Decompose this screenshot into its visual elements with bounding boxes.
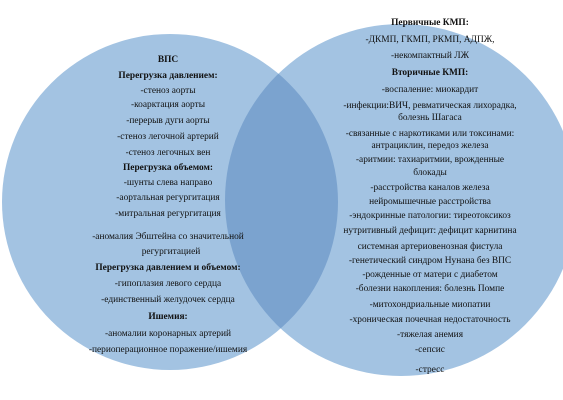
right-item: -связанные с наркотиками или токсинами: — [345, 129, 515, 139]
right-item: -хроническая почечная недостаточность — [349, 315, 511, 325]
left-item: Перегрузка давлением и объемом: — [95, 263, 241, 273]
right-title: Первичные КМП: — [391, 18, 469, 28]
right-item: -расстройства каналов железа — [370, 183, 490, 193]
right-item: антрациклин, передоз железа — [371, 141, 489, 151]
left-item: Перегрузка объемом: — [123, 163, 213, 173]
left-item: -стеноз легочной артерий — [117, 132, 219, 142]
right-item: -рожденные от матери с диабетом — [362, 270, 498, 280]
right-item: -воспаление: миокардит — [381, 85, 479, 95]
left-item: Ишемия: — [148, 312, 188, 322]
right-item: системная артериовенозная фистула — [357, 242, 503, 252]
right-item: -инфекции:ВИЧ, ревматическая лихорадка, — [343, 101, 517, 111]
left-item: -стеноз легочных вен — [125, 148, 211, 158]
left-item: Перегрузка давлением: — [118, 71, 218, 81]
left-item: -гипоплазия левого сердца — [114, 279, 222, 289]
left-item: -периоперационное поражение/ишемия — [88, 345, 248, 355]
right-item: болезнь Шагаса — [398, 113, 462, 123]
right-item: нутритивный дефицит: дефицит карнитина — [343, 226, 517, 236]
right-item: -ДКМП, ГКМП, РКМП, АДПЖ, — [365, 35, 495, 45]
right-item: -митохондриальные миопатии — [369, 300, 491, 310]
right-item: -болезни накопления: болезнь Помпе — [355, 284, 505, 294]
left-item: -коарктация аорты — [130, 100, 206, 110]
left-item: -единственный желудочек сердца — [101, 295, 235, 305]
right-item: -стресс — [415, 365, 445, 375]
right-item: -сепсис — [415, 345, 445, 355]
right-item: Вторичные КМП: — [391, 68, 469, 78]
right-item: -эндокринные патологии: тиреотоксикоз — [349, 211, 511, 221]
left-item: -стеноз аорты — [140, 86, 196, 96]
right-item: -некомпактный ЛЖ — [391, 51, 469, 61]
left-title: ВПС — [157, 55, 179, 65]
left-item: -шунты слева направо — [123, 178, 213, 188]
left-item: -аортальная регургитация — [116, 193, 220, 203]
right-item: -тяжелая анемия — [396, 330, 464, 340]
left-item: регургитацией — [141, 247, 201, 257]
left-item: -аномалии коронарных артерий — [104, 329, 232, 339]
right-item: -генетический синдром Нунана без ВПС — [348, 256, 512, 266]
right-item: блокады — [413, 168, 447, 178]
right-item: -аритмии: тахиаритмии, врожденные — [355, 155, 505, 165]
left-item: -митральная регургитация — [115, 209, 221, 219]
left-item: -перерыв дуги аорты — [126, 116, 210, 126]
left-item: -аномалия Эбштейна со значительной — [92, 232, 244, 242]
right-item: нейромышечные расстройства — [369, 197, 491, 207]
